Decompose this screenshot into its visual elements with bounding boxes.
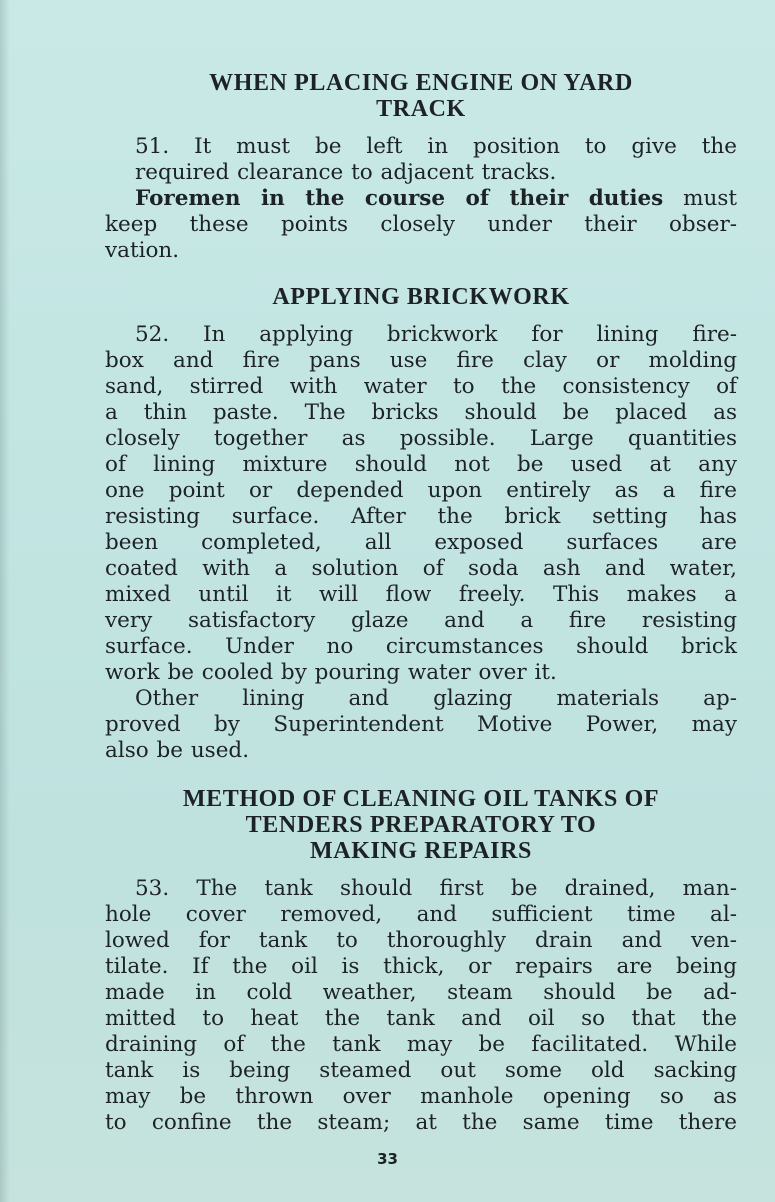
paragraph-other-lining: Other lining and glazing materials ap- proved by Superintendent Motive Power, may also be used. [105,686,737,763]
paragraph-51: 51. It must be left in position to give the required clearance to adjacent tracks. [135,134,737,185]
page-body [105,70,737,1136]
paragraph-53: 53. The tank should first be drained, man- hole cover removed, and sufficient time al- lowed for tank to thoroughly drain and ven- tilate. If the oil is thick, or repairs are being made in cold weather, steam should be ad- mitted to heat the tank and oil so that the draining of the tank may be facilitated. While tank is being steamed out some old sacking may be thrown over manhole opening so as to confine the steam; at the same time there [105,876,737,1135]
page-edge-shadow [0,0,10,1202]
paragraph-52: 52. In applying brickwork for lining fire- box and fire pans use fire clay or molding sand, stirred with water to the consistency of a thin paste. The bricks should be placed as closely together as possible. Large quantities of lining mixture should not be used at any one point or depended upon entirely as a fire resisting surface. After the brick setting has been completed, all exposed surfaces are coated with a solution of soda ash and water, mixed until it will flow freely. This makes a very satisfactory glaze and a fire resisting surface. Under no circumstances should brick work be cooled by pouring water over it. [105,322,737,685]
section-heading-applying-brickwork: APPLYING BRICKWORK [272,284,570,310]
page-number: 33 [377,1150,398,1168]
paragraph-foremen: Foremen in the course of their duties must keep these points closely under their obser- vation. [105,186,737,263]
bold-lead-text: Foremen in the course of their duties [135,186,664,211]
section-heading-cleaning-oil-tanks: METHOD OF CLEANING OIL TANKS OF TENDERS PREPARATORY TO MAKING REPAIRS [182,786,660,864]
section-heading-placing-engine: WHEN PLACING ENGINE ON YARD TRACK [209,70,633,122]
